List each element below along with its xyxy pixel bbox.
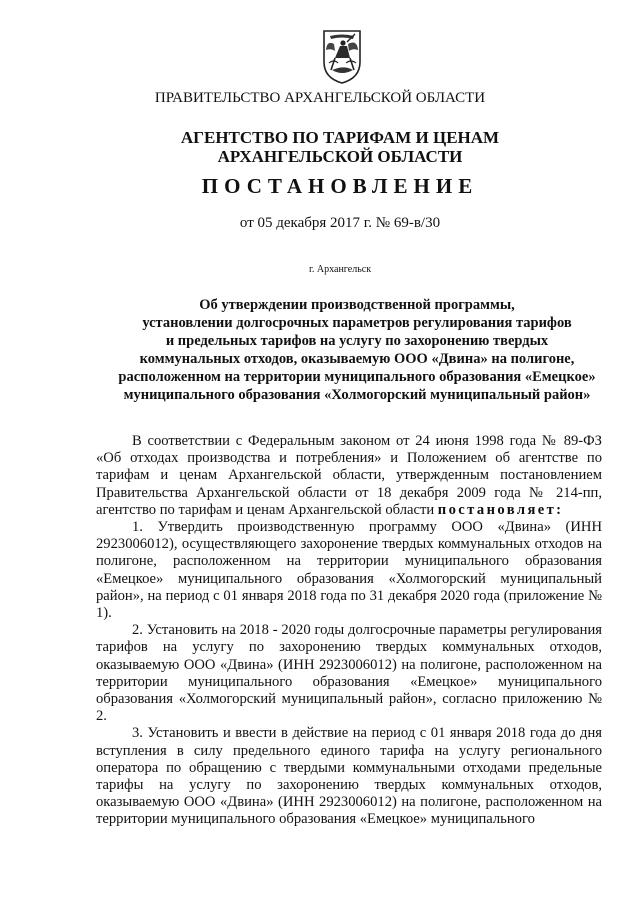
agency-name-line2: АРХАНГЕЛЬСКОЙ ОБЛАСТИ [217, 147, 463, 166]
item-2-paragraph: 2. Установить на 2018 - 2020 годы долгосрочные параметры регулирования тарифов на услугу по захоронению твердых коммунальных отходов, оказываемую ООО «Двина» (ИНН 2923006012) на полигоне, расположенном на территории муниципального образования «Емецкое» муниципального образования «Холмогорский муниципальный район», согласно приложению № 2. [96, 622, 602, 725]
preamble-text: В соответствии с Федеральным законом от 24 июня 1998 года № 89-ФЗ «Об отходах производства и потребления» и Положением об агентстве по тарифам и ценам Архангельской области, утвержденным постановлением Правительства Архангельской области от 18 декабря 2009 года № 214-пп, агентство по тарифам и ценам Архангельской области [96, 433, 602, 518]
subject-line: установлении долгосрочных параметров регулирования тарифов [142, 315, 572, 331]
subject-line: муниципального образования «Холмогорский муниципальный район» [123, 387, 591, 403]
document-type: ПОСТАНОВЛЕНИЕ [201, 174, 479, 198]
subject-line: Об утверждении производственной программы, [199, 297, 515, 313]
document-city: г. Архангельск [308, 264, 372, 275]
coat-of-arms-emblem [320, 28, 364, 84]
preamble-paragraph [96, 433, 602, 519]
item-3-paragraph: 3. Установить и ввести в действие на период с 01 января 2018 года до дня вступления в силу предельного единого тарифа на услугу регионального оператора по обращению с твердыми коммунальными отходами предельные тарифы на услугу по захоронению твердых коммунальных отходов, оказываемую ООО «Двина» (ИНН 2923006012) на полигоне, расположенном на территории муниципального образования «Емецкое» муниципального [96, 725, 602, 828]
agency-name-line1: АГЕНТСТВО ПО ТАРИФАМ И ЦЕНАМ [180, 128, 500, 147]
subject-line: коммунальных отходов, оказываемую ООО «Двина» на полигоне, [139, 351, 575, 367]
item-1-paragraph: 1. Утвердить производственную программу ООО «Двина» (ИНН 2923006012), осуществляющего захоронение твердых коммунальных отходов на полигоне, расположенном на территории муниципального образования «Емецкое» муниципального образования «Холмогорский муниципальный район», на период с 01 января 2018 года по 31 декабря 2020 года (приложение № 1). [96, 519, 602, 622]
subject-line: расположенном на территории муниципального образования «Емецкое» [118, 369, 596, 385]
resolves-word: постановляет: [437, 501, 564, 518]
government-name: ПРАВИТЕЛЬСТВО АРХАНГЕЛЬСКОЙ ОБЛАСТИ [154, 90, 486, 106]
document-body [96, 433, 602, 829]
subject-line: и предельных тарифов на услугу по захоронению твердых [165, 333, 549, 349]
document-subject [96, 296, 618, 404]
agency-name [0, 128, 640, 166]
document-date-number: от 05 декабря 2017 г. № 69-в/30 [239, 215, 441, 231]
